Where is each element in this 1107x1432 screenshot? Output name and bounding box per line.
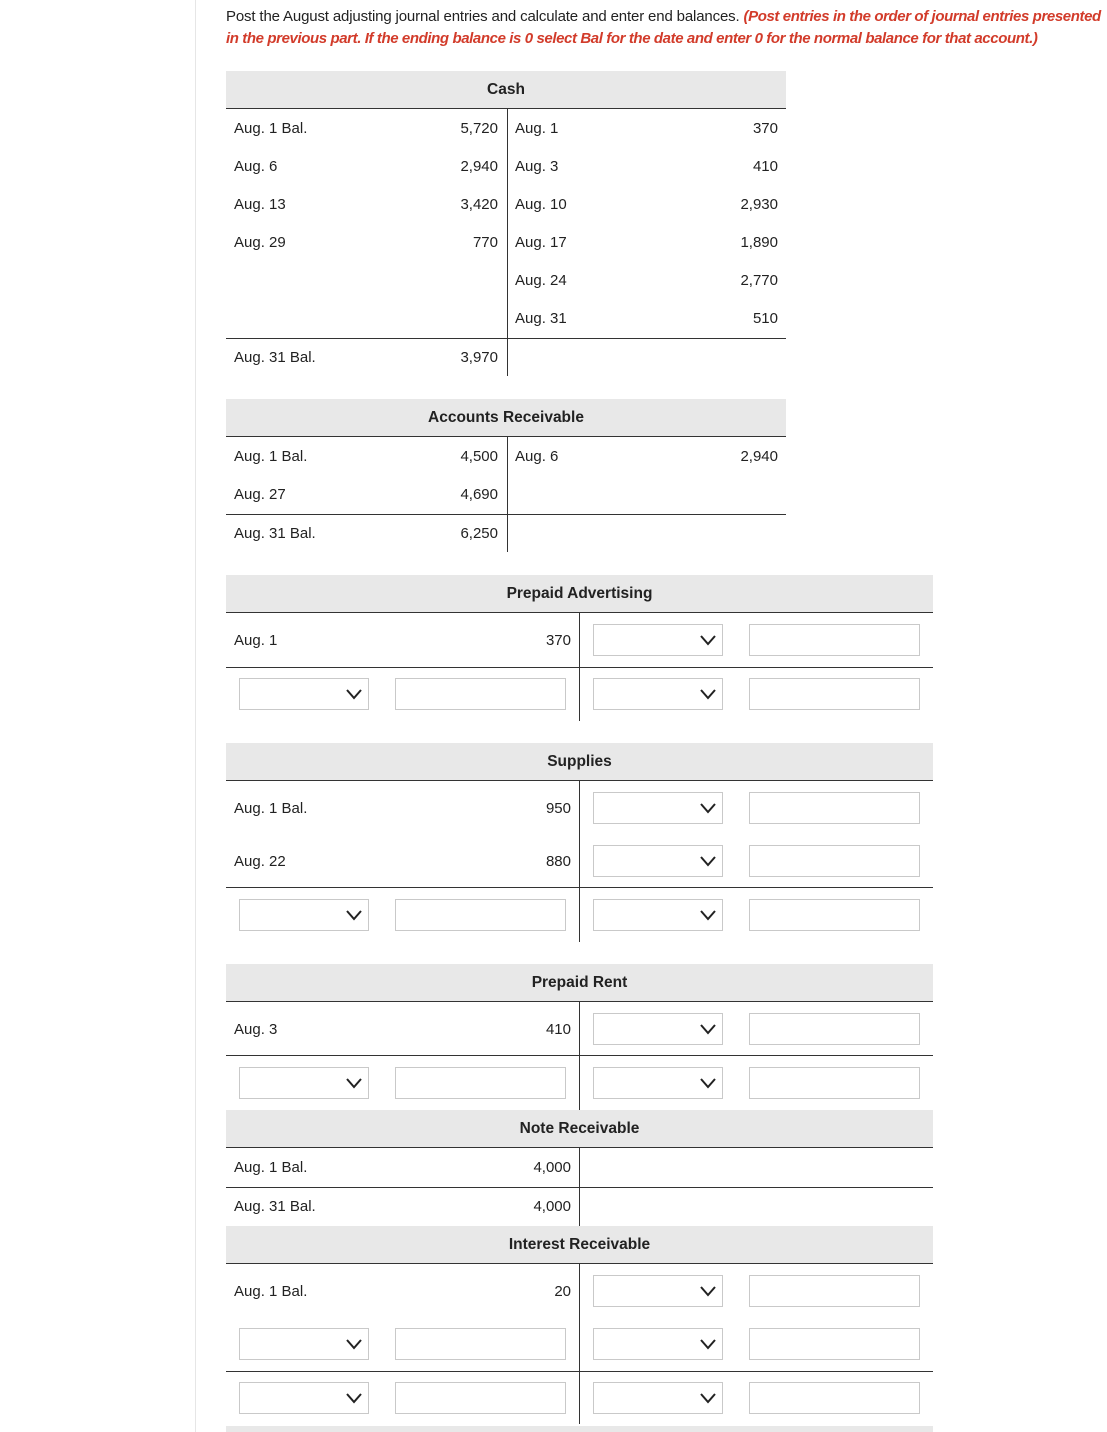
chevron-down-icon bbox=[700, 1286, 716, 1297]
debit-amount: 370 bbox=[545, 632, 571, 649]
chevron-down-icon bbox=[700, 910, 716, 921]
balance-amount-input[interactable] bbox=[395, 1382, 566, 1414]
chevron-down-icon bbox=[346, 1393, 362, 1404]
credit-amount: 2,930 bbox=[740, 196, 778, 213]
chevron-down-icon bbox=[700, 1078, 716, 1089]
credit-date: Aug. 3 bbox=[515, 158, 559, 175]
credit-amount-input[interactable] bbox=[749, 624, 920, 656]
credit-amount: 370 bbox=[752, 120, 778, 137]
credit-date-select[interactable] bbox=[593, 1275, 723, 1307]
account-title: Accounts Receivable bbox=[428, 409, 584, 426]
debit-amount: 770 bbox=[472, 234, 498, 251]
credit-date: Aug. 31 bbox=[515, 310, 567, 327]
next-account-header bbox=[226, 1426, 933, 1432]
credit-balance-date-select[interactable] bbox=[593, 1382, 723, 1414]
balance-amount: 6,250 bbox=[460, 525, 498, 542]
account-title: Prepaid Advertising bbox=[506, 585, 653, 602]
account-title: Interest Receivable bbox=[508, 1236, 651, 1253]
debit-amount: 20 bbox=[554, 1283, 571, 1300]
chevron-down-icon bbox=[700, 803, 716, 814]
credit-date-select[interactable] bbox=[593, 845, 723, 877]
chevron-down-icon bbox=[700, 856, 716, 867]
credit-amount: 2,940 bbox=[740, 448, 778, 465]
debit-date: Aug. 29 bbox=[234, 234, 286, 251]
credit-date: Aug. 1 bbox=[515, 120, 559, 137]
debit-amount: 410 bbox=[545, 1021, 571, 1038]
balance-amount-input[interactable] bbox=[395, 1067, 566, 1099]
debit-date: Aug. 3 bbox=[234, 1021, 278, 1038]
credit-date-select[interactable] bbox=[593, 1013, 723, 1045]
t-account-note-receivable bbox=[226, 1110, 933, 1226]
credit-date: Aug. 10 bbox=[515, 196, 567, 213]
instructions bbox=[226, 6, 1107, 50]
credit-amount-input[interactable] bbox=[749, 1275, 920, 1307]
debit-date-select[interactable] bbox=[239, 1328, 369, 1360]
debit-amount-input[interactable] bbox=[395, 1328, 566, 1360]
debit-date: Aug. 13 bbox=[234, 196, 286, 213]
credit-date-select[interactable] bbox=[593, 1328, 723, 1360]
balance-date: Aug. 31 Bal. bbox=[234, 349, 316, 366]
credit-balance-amount-input[interactable] bbox=[749, 899, 920, 931]
account-title: Supplies bbox=[547, 753, 612, 770]
t-account-interest-receivable bbox=[226, 1226, 933, 1432]
chevron-down-icon bbox=[700, 1339, 716, 1350]
credit-balance-amount-input[interactable] bbox=[749, 1067, 920, 1099]
credit-amount: 410 bbox=[752, 158, 778, 175]
credit-amount-input[interactable] bbox=[749, 792, 920, 824]
credit-date-select[interactable] bbox=[593, 624, 723, 656]
account-title: Cash bbox=[487, 81, 525, 98]
chevron-down-icon bbox=[346, 689, 362, 700]
credit-amount-input[interactable] bbox=[749, 845, 920, 877]
debit-date: Aug. 1 Bal. bbox=[234, 120, 308, 137]
debit-date: Aug. 22 bbox=[234, 853, 286, 870]
debit-amount: 4,500 bbox=[460, 448, 498, 465]
credit-date: Aug. 24 bbox=[515, 272, 567, 289]
balance-amount-input[interactable] bbox=[395, 899, 566, 931]
chevron-down-icon bbox=[700, 1024, 716, 1035]
balance-date-select[interactable] bbox=[239, 899, 369, 931]
credit-balance-date-select[interactable] bbox=[593, 678, 723, 710]
credit-balance-date-select[interactable] bbox=[593, 1067, 723, 1099]
debit-amount: 2,940 bbox=[460, 158, 498, 175]
t-account-accounts-receivable bbox=[226, 399, 786, 553]
debit-amount: 3,420 bbox=[460, 196, 498, 213]
debit-date: Aug. 1 Bal. bbox=[234, 1159, 308, 1176]
credit-date: Aug. 6 bbox=[515, 448, 559, 465]
debit-amount: 4,690 bbox=[460, 486, 498, 503]
chevron-down-icon bbox=[346, 1339, 362, 1350]
balance-date-select[interactable] bbox=[239, 1382, 369, 1414]
chevron-down-icon bbox=[700, 635, 716, 646]
debit-amount: 4,000 bbox=[533, 1159, 571, 1176]
credit-amount-input[interactable] bbox=[749, 1328, 920, 1360]
t-account-cash bbox=[226, 71, 786, 377]
balance-date: Aug. 31 Bal. bbox=[234, 525, 316, 542]
chevron-down-icon bbox=[346, 1078, 362, 1089]
balance-date-select[interactable] bbox=[239, 1067, 369, 1099]
debit-date: Aug. 1 Bal. bbox=[234, 800, 308, 817]
instructions-text: Post the August adjusting journal entries and calculate and enter end balances. bbox=[226, 8, 744, 25]
credit-amount: 2,770 bbox=[740, 272, 778, 289]
debit-amount: 880 bbox=[545, 853, 571, 870]
debit-date: Aug. 6 bbox=[234, 158, 278, 175]
credit-amount-input[interactable] bbox=[749, 1013, 920, 1045]
credit-amount: 1,890 bbox=[740, 234, 778, 251]
account-title: Note Receivable bbox=[519, 1120, 640, 1137]
debit-date: Aug. 1 Bal. bbox=[234, 448, 308, 465]
credit-date: Aug. 17 bbox=[515, 234, 567, 251]
debit-amount: 950 bbox=[545, 800, 571, 817]
balance-date-select[interactable] bbox=[239, 678, 369, 710]
balance-amount: 3,970 bbox=[460, 349, 498, 366]
sidebar-divider bbox=[195, 0, 196, 1432]
t-account-supplies bbox=[226, 743, 933, 942]
credit-balance-amount-input[interactable] bbox=[749, 678, 920, 710]
balance-amount-input[interactable] bbox=[395, 678, 566, 710]
t-account-prepaid-advertising bbox=[226, 575, 933, 721]
instructions-emphasis-2: in the previous part. If the ending balance is 0 select Bal for the date and enter 0 for the normal balance for that account.) bbox=[226, 30, 1038, 47]
credit-balance-date-select[interactable] bbox=[593, 899, 723, 931]
debit-date: Aug. 1 bbox=[234, 632, 278, 649]
chevron-down-icon bbox=[700, 1393, 716, 1404]
credit-balance-amount-input[interactable] bbox=[749, 1382, 920, 1414]
credit-date-select[interactable] bbox=[593, 792, 723, 824]
debit-date: Aug. 1 Bal. bbox=[234, 1283, 308, 1300]
debit-amount: 5,720 bbox=[460, 120, 498, 137]
instructions-emphasis-1: (Post entries in the order of journal entries presented bbox=[743, 8, 1101, 25]
balance-amount: 4,000 bbox=[533, 1198, 571, 1215]
chevron-down-icon bbox=[700, 689, 716, 700]
chevron-down-icon bbox=[346, 910, 362, 921]
debit-date: Aug. 27 bbox=[234, 486, 286, 503]
credit-amount: 510 bbox=[752, 310, 778, 327]
t-account-prepaid-rent bbox=[226, 964, 933, 1110]
account-title: Prepaid Rent bbox=[531, 974, 628, 991]
balance-date: Aug. 31 Bal. bbox=[234, 1198, 316, 1215]
